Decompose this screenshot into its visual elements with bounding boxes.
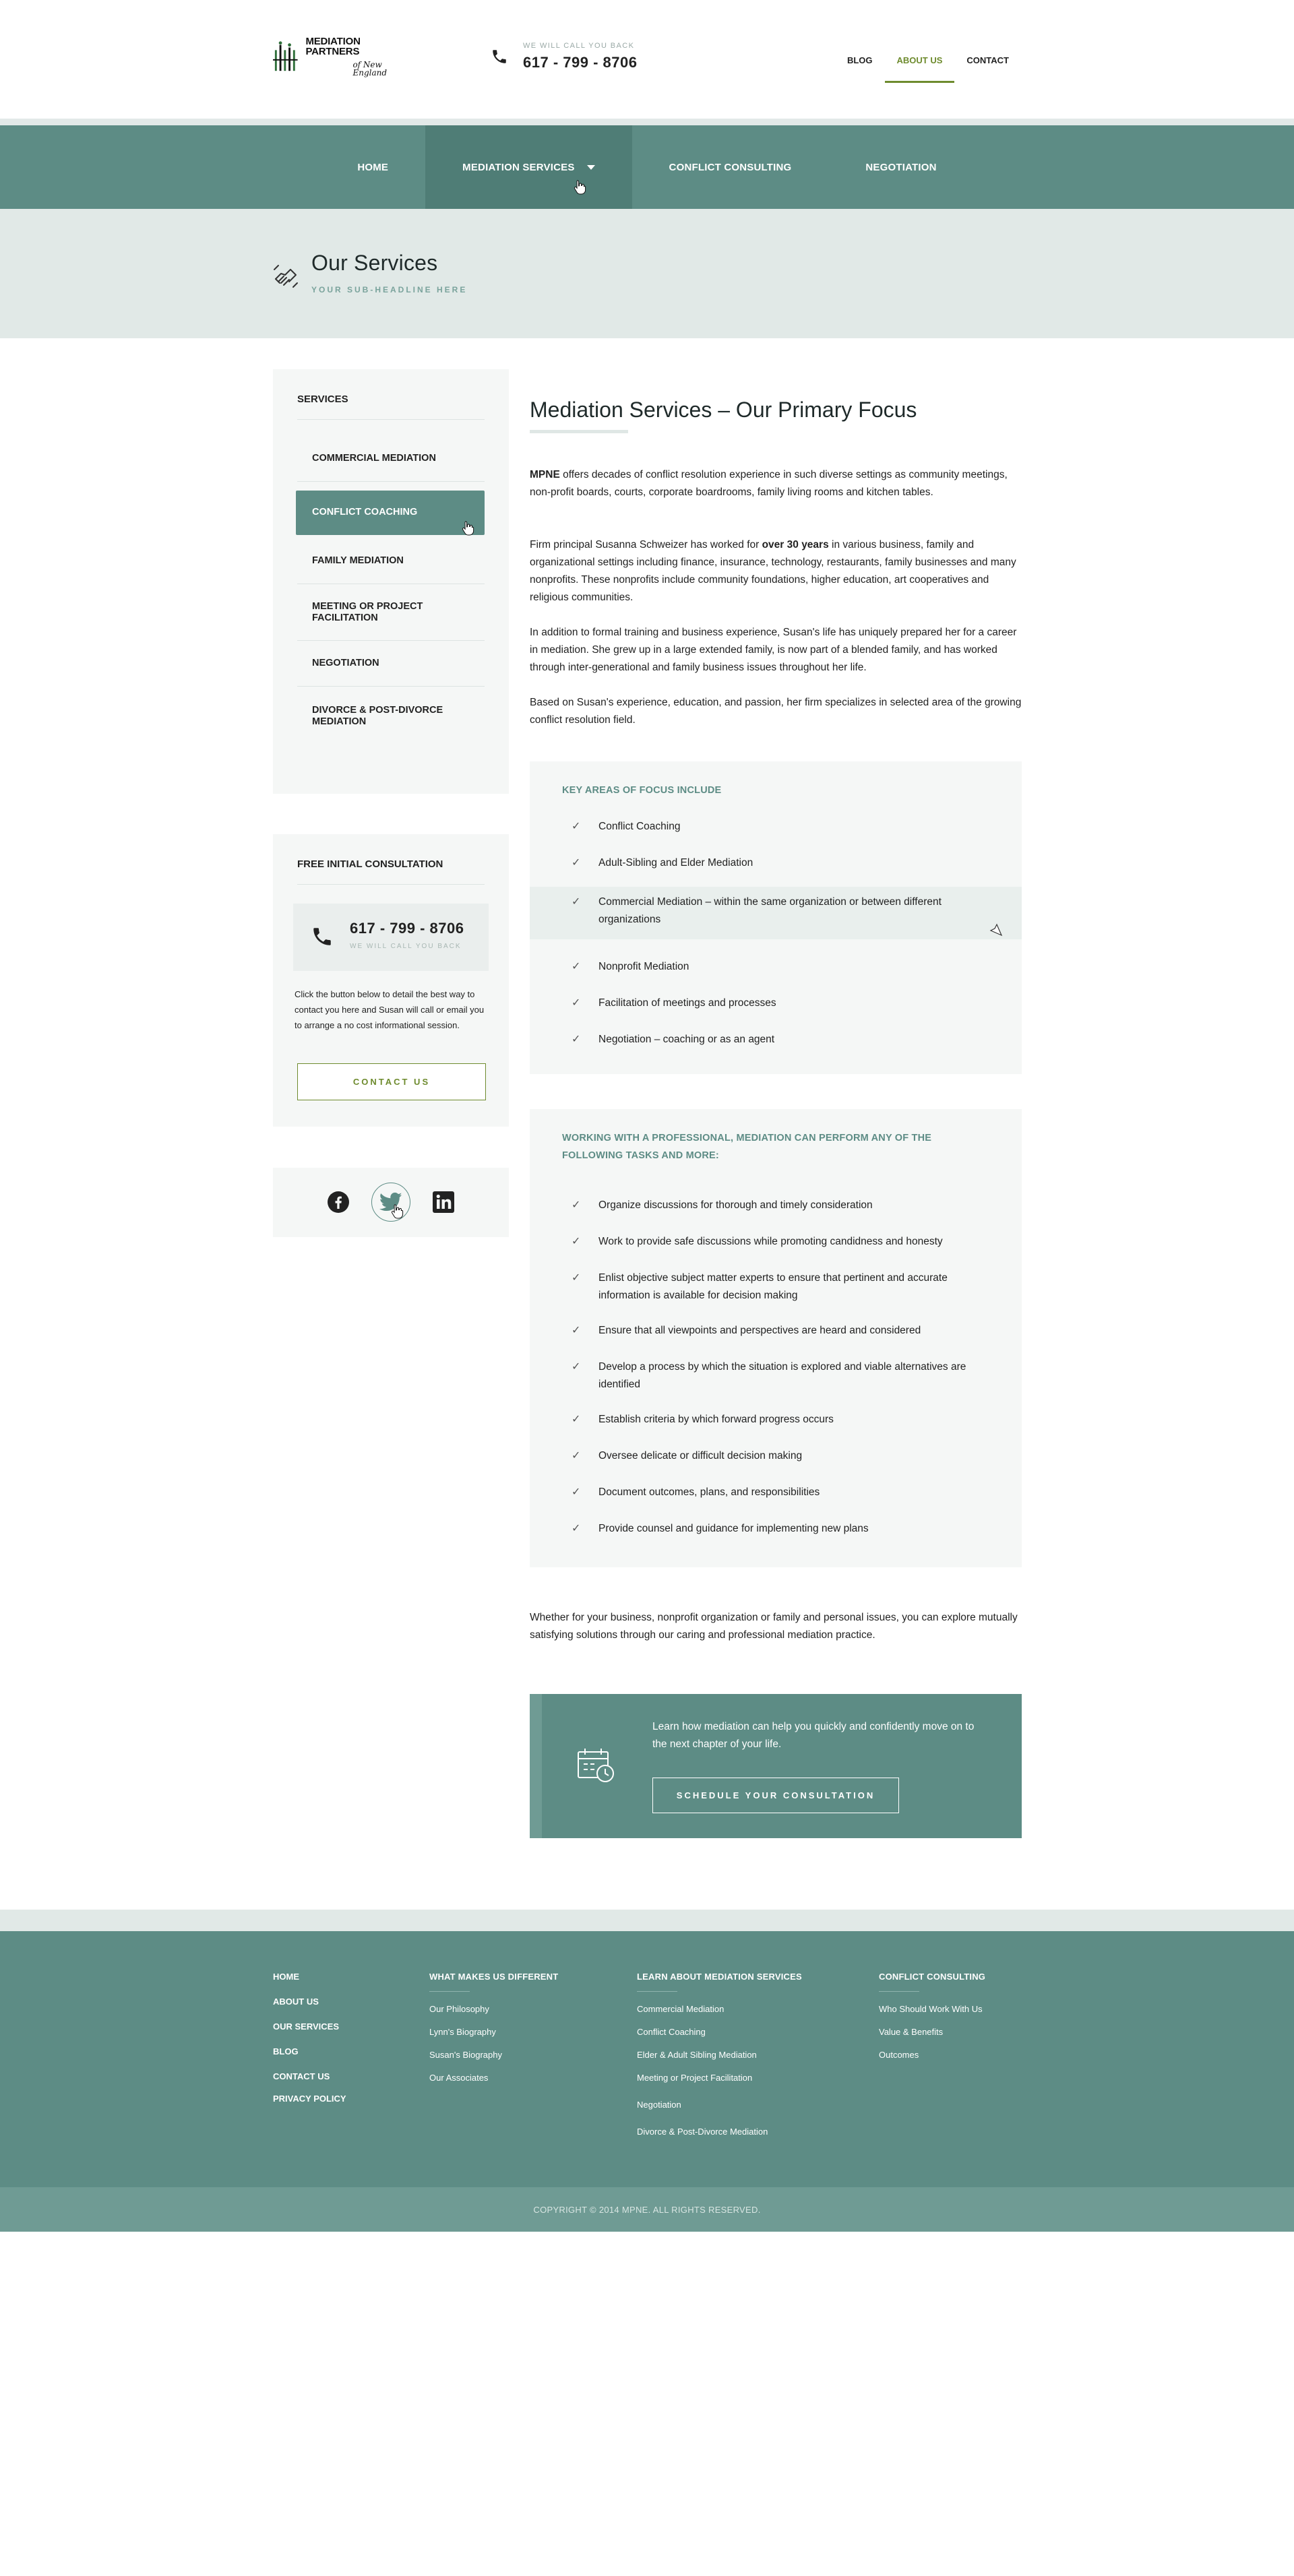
years-bold: over 30 years	[762, 539, 829, 551]
sidebar-divider	[297, 686, 485, 687]
footer-link[interactable]: Divorce & Post-Divorce Mediation	[637, 2127, 768, 2137]
consultation-phone-box[interactable]	[293, 904, 489, 971]
footer-link[interactable]: Value & Benefits	[879, 2027, 944, 2037]
top-nav-about-us[interactable]: ABOUT US	[885, 55, 955, 83]
arrow-cursor-icon	[988, 922, 1003, 937]
list-item: ✓ Organize discussions for thorough and timely consideration	[530, 1197, 1022, 1214]
cta-message: Learn how mediation can help you quickly and confidently move on to the next chapter of your life.	[652, 1721, 975, 1750]
list-item: ✓ Establish criteria by which forward progress occurs	[530, 1411, 1022, 1428]
top-nav-blog[interactable]: BLOG	[846, 55, 873, 65]
page-title-band	[0, 209, 1294, 338]
calendar-clock-icon	[577, 1747, 616, 1784]
principal-text-b: in various business, family and organizational settings including finance, insurance, technology, restaurants, family businesses and many nonprofits. These nonprofits include community foundations, higher education, art cooperatives and religious communities.	[530, 539, 1016, 603]
footer-link-home[interactable]: HOME	[273, 1972, 299, 1982]
list-item: ✓ Adult-Sibling and Elder Mediation	[530, 854, 1022, 872]
main-nav-mediation-services-label: MEDIATION SERVICES	[462, 161, 575, 173]
footer-main-links	[273, 1972, 346, 2104]
copyright-text: COPYRIGHT © 2014 MPNE. ALL RIGHTS RESERVED.	[533, 2204, 761, 2215]
closing-paragraph: Whether for your business, nonprofit organization or family and personal issues, you can explore mutually satisfying solutions through our caring and professional mediation practice.	[530, 1612, 1018, 1641]
footer-link[interactable]: Susan's Biography	[429, 2050, 502, 2060]
main-nav-conflict-consulting[interactable]	[632, 125, 829, 209]
check-icon: ✓	[572, 1414, 581, 1425]
callback-label: WE WILL CALL YOU BACK	[523, 42, 635, 50]
check-icon: ✓	[572, 1199, 581, 1211]
sidebar-divider	[297, 640, 485, 641]
sidebar-item-divorce-mediation[interactable]: DIVORCE & POST-DIVORCE MEDIATION	[312, 704, 443, 727]
main-nav	[0, 125, 1294, 209]
footer-link[interactable]: Lynn's Biography	[429, 2027, 496, 2037]
check-icon: ✓	[572, 857, 581, 869]
footer-link[interactable]: Outcomes	[879, 2050, 919, 2060]
list-item: ✓ Ensure that all viewpoints and perspectives are heard and considered	[530, 1322, 1022, 1340]
check-icon: ✓	[572, 1272, 581, 1284]
intro-text: offers decades of conflict resolution experience in such diverse settings as community meetings, non-profit boards, courts, corporate boardrooms, family living rooms and kitchen tables.	[530, 469, 1008, 498]
check-icon: ✓	[572, 1236, 581, 1247]
header-phone[interactable]: 617 - 799 - 8706	[523, 54, 638, 71]
main-nav-negotiation[interactable]	[828, 125, 973, 209]
footer-col-mediation	[637, 1972, 802, 2137]
sidebar-services-card	[273, 369, 509, 794]
check-icon: ✓	[572, 961, 581, 972]
sidebar-divider	[297, 419, 485, 420]
sidebar-item-negotiation[interactable]: NEGOTIATION	[312, 658, 379, 669]
cta-stripe	[530, 1694, 542, 1838]
consultation-callback-label: WE WILL CALL YOU BACK	[350, 943, 462, 950]
site-header	[0, 0, 1294, 119]
content-heading: Mediation Services – Our Primary Focus	[530, 398, 917, 422]
footer-col-title: CONFLICT CONSULTING	[879, 1972, 986, 1982]
list-item: ✓ Oversee delicate or difficult decision making	[530, 1447, 1022, 1465]
footer-link[interactable]: Commercial Mediation	[637, 2004, 725, 2014]
main-nav-home[interactable]	[320, 125, 425, 209]
consultation-description: Click the button below to detail the best way to contact you here and Susan will call or email you to arrange a no cost informational session.	[295, 989, 485, 1030]
list-item: ✓ Facilitation of meetings and processes	[530, 995, 1022, 1012]
footer-link[interactable]: Who Should Work With Us	[879, 2004, 983, 2014]
background-paragraph: In addition to formal training and business experience, Susan's life has uniquely prepared her for a career in mediation. She grew up in a large extended family, is now part of a blended family, and has worked through inter-generational and family business issues throughout her life.	[530, 627, 1017, 673]
linkedin-icon[interactable]	[424, 1183, 463, 1222]
specialty-paragraph: Based on Susan's experience, education, and passion, her firm specializes in selected area of the growing conflict resolution field.	[530, 697, 1022, 726]
top-nav-contact[interactable]: CONTACT	[966, 55, 1009, 65]
footer-link-contact-us[interactable]: CONTACT US	[273, 2071, 330, 2081]
twitter-icon[interactable]	[371, 1183, 410, 1222]
top-nav	[835, 55, 1021, 83]
check-icon: ✓	[572, 821, 581, 832]
footer-rule	[637, 1991, 677, 1992]
list-item: ✓ Provide counsel and guidance for implementing new plans	[530, 1520, 1022, 1538]
check-icon: ✓	[572, 1034, 581, 1045]
consultation-title: FREE INITIAL CONSULTATION	[297, 858, 443, 870]
mpne-bold: MPNE	[530, 469, 560, 480]
sidebar-item-family-mediation[interactable]: FAMILY MEDIATION	[312, 555, 404, 567]
sidebar-divider	[297, 481, 485, 482]
logo-line1: MEDIATION PARTNERS	[305, 36, 361, 57]
principal-text-a: Firm principal Susanna Schweizer has worked for	[530, 539, 762, 551]
page-title: Our Services	[311, 251, 438, 275]
main-nav-conflict-consulting-label: CONFLICT CONSULTING	[669, 161, 792, 173]
sidebar-social-card	[273, 1168, 509, 1237]
sidebar-item-conflict-coaching-label: CONFLICT COACHING	[312, 507, 418, 518]
dropdown-caret-icon	[587, 165, 595, 170]
check-icon: ✓	[572, 1325, 581, 1336]
copyright-bar	[0, 2187, 1294, 2232]
phone-icon	[311, 925, 334, 948]
facebook-icon[interactable]	[319, 1183, 358, 1222]
heading-underline	[530, 430, 628, 433]
cta-banner	[530, 1694, 1022, 1838]
footer-rule	[879, 1991, 919, 1992]
page-subtitle: YOUR SUB-HEADLINE HERE	[311, 285, 468, 294]
list-item: ✓ Negotiation – coaching or as an agent	[530, 1031, 1022, 1048]
check-icon: ✓	[572, 1523, 581, 1534]
main-nav-home-label: HOME	[357, 161, 389, 173]
footer-col-consulting	[879, 1972, 985, 2060]
main-nav-mediation-services[interactable]	[425, 125, 631, 209]
list-item: ✓ Develop a process by which the situation is explored and viable alternatives are identified	[530, 1358, 1022, 1393]
check-icon: ✓	[572, 1450, 581, 1462]
footer-link[interactable]: Conflict Coaching	[637, 2027, 706, 2037]
footer-link-blog[interactable]: BLOG	[273, 2046, 299, 2056]
consultation-phone[interactable]: 617 - 799 - 8706	[350, 920, 464, 937]
sidebar-item-commercial-mediation[interactable]: COMMERCIAL MEDIATION	[312, 453, 436, 464]
footer-link-our-services[interactable]: OUR SERVICES	[273, 2021, 340, 2032]
header-divider	[0, 119, 1294, 125]
key-areas-title: KEY AREAS OF FOCUS INCLUDE	[562, 785, 722, 796]
list-item: ✓ Enlist objective subject matter experts to ensure that pertinent and accurate information is available for decision making	[530, 1269, 1022, 1305]
list-item: ✓ Document outcomes, plans, and responsibilities	[530, 1484, 1022, 1501]
sidebar-consultation-card	[273, 834, 509, 1127]
check-icon: ✓	[572, 1361, 581, 1373]
footer-link[interactable]: Meeting or Project Facilitation	[637, 2073, 753, 2083]
footer-col-title: WHAT MAKES US DIFFERENT	[429, 1972, 559, 1982]
check-icon: ✓	[572, 896, 581, 908]
schedule-consultation-button[interactable]: SCHEDULE YOUR CONSULTATION	[652, 1778, 899, 1813]
list-item: ✓ Work to provide safe discussions while promoting candidness and honesty	[530, 1233, 1022, 1251]
site-footer	[0, 1931, 1294, 2187]
sidebar-item-meeting-facilitation[interactable]: MEETING OR PROJECT FACILITATION	[312, 600, 423, 623]
key-areas-box	[530, 761, 1022, 1074]
header-callback[interactable]	[491, 42, 637, 71]
main-nav-negotiation-label: NEGOTIATION	[865, 161, 937, 173]
list-item: ✓ Commercial Mediation – within the same organization or between different organizations	[530, 887, 1022, 939]
footer-col-different	[429, 1972, 558, 2083]
footer-col-title: LEARN ABOUT MEDIATION SERVICES	[637, 1972, 802, 1982]
sidebar-services-title: SERVICES	[297, 394, 348, 405]
phone-icon	[491, 48, 508, 65]
tasks-title: WORKING WITH A PROFESSIONAL, MEDIATION CAN PERFORM ANY OF THE FOLLOWING TASKS AND MORE:	[562, 1133, 932, 1161]
sidebar-divider	[297, 884, 485, 885]
site-logo[interactable]	[273, 36, 414, 77]
footer-rule	[429, 1991, 470, 1992]
handshake-icon	[273, 263, 299, 288]
sidebar-item-conflict-coaching[interactable]	[296, 491, 485, 535]
tasks-box	[530, 1109, 1022, 1567]
list-item: ✓ Nonprofit Mediation	[530, 958, 1022, 976]
principal-paragraph	[530, 536, 1022, 606]
footer-link[interactable]: Our Associates	[429, 2073, 489, 2083]
logo-line2: of New England	[352, 60, 388, 77]
check-icon: ✓	[572, 1486, 581, 1498]
footer-link[interactable]: Our Philosophy	[429, 2004, 489, 2014]
footer-link-about-us[interactable]: ABOUT US	[273, 1997, 319, 2007]
hand-cursor-icon	[574, 179, 587, 195]
footer-link[interactable]: Elder & Adult Sibling Mediation	[637, 2050, 757, 2060]
hand-cursor-icon	[462, 520, 475, 536]
list-item: ✓ Conflict Coaching	[530, 818, 1022, 836]
intro-paragraph	[530, 466, 1022, 501]
contact-us-button[interactable]: CONTACT US	[297, 1063, 486, 1100]
footer-top-strip	[0, 1910, 1294, 1931]
hand-cursor-icon	[391, 1203, 404, 1220]
check-icon: ✓	[572, 997, 581, 1009]
footer-link[interactable]: Negotiation	[637, 2100, 681, 2110]
logo-figures-icon	[273, 40, 300, 73]
footer-link-privacy-policy[interactable]: PRIVACY POLICY	[273, 2094, 346, 2104]
